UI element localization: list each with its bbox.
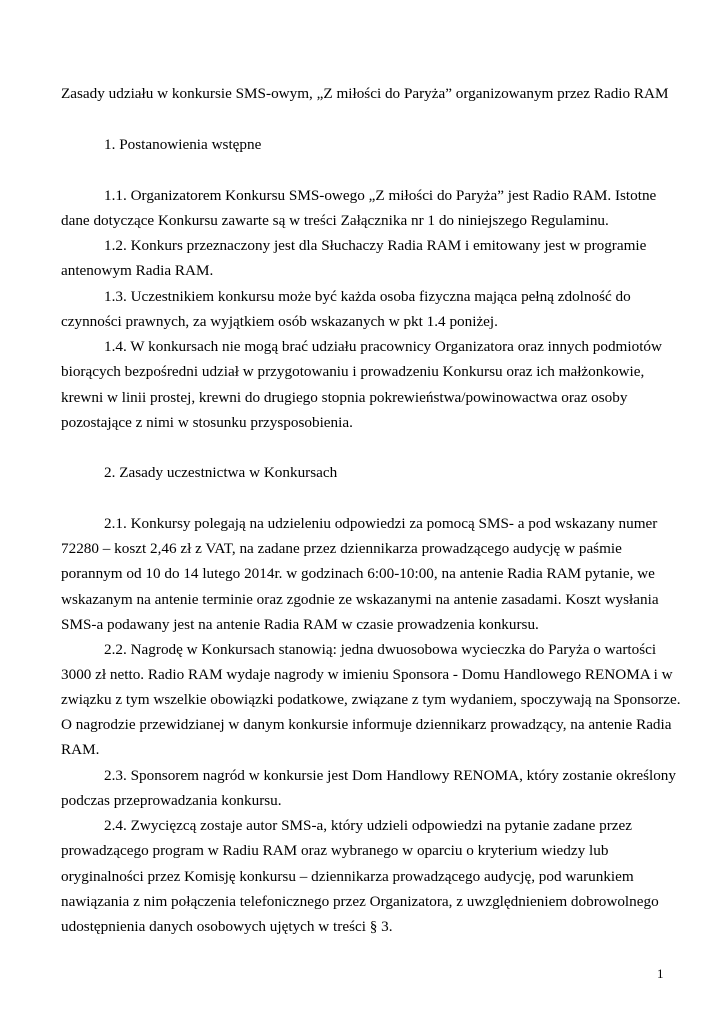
- paragraph-2-2-line: 3000 zł netto. Radio RAM wydaje nagrody w imieniu Sponsora - Domu Handlowego RENOMA i w: [61, 666, 673, 683]
- paragraph-2-4-line: nawiązania z nim połączenia telefonicznego przez Organizatora, z uwzględnieniem dobrowolnego: [61, 893, 659, 910]
- paragraph-1-2-line: antenowym Radia RAM.: [61, 262, 214, 279]
- paragraph-2-1-line: 2.1. Konkursy polegają na udzieleniu odpowiedzi za pomocą SMS- a pod wskazany numer: [104, 515, 658, 532]
- paragraph-1-4-line: pozostające z nimi w stosunku przysposobienia.: [61, 414, 353, 431]
- paragraph-2-1-line: wskazanym na antenie terminie oraz zgodnie ze wskazanymi na antenie zasadami. Koszt wysłania: [61, 591, 659, 608]
- paragraph-2-4-line: udostępnienia danych osobowych ujętych w treści § 3.: [61, 918, 393, 935]
- paragraph-2-1-line: 72280 – koszt 2,46 zł z VAT, na zadane przez dziennikarza prowadzącego audycję w paśmie: [61, 540, 622, 557]
- paragraph-2-3-line: 2.3. Sponsorem nagród w konkursie jest Dom Handlowy RENOMA, który zostanie określony: [104, 767, 676, 784]
- paragraph-1-2-line: 1.2. Konkurs przeznaczony jest dla Słuchaczy Radia RAM i emitowany jest w programie: [104, 237, 647, 254]
- page-number: 1: [657, 966, 664, 981]
- paragraph-2-4-line: oryginalności przez Komisję konkursu – dziennikarza prowadzącego audycję, pod warunkiem: [61, 868, 634, 885]
- paragraph-2-1-line: SMS-a podawany jest na antenie Radia RAM w czasie prowadzenia konkursu.: [61, 616, 539, 633]
- paragraph-1-1-line: 1.1. Organizatorem Konkursu SMS-owego „Z miłości do Paryża” jest Radio RAM. Istotne: [104, 187, 657, 204]
- paragraph-1-1-line: dane dotyczące Konkursu zawarte są w treści Załącznika nr 1 do niniejszego Regulaminu.: [61, 212, 609, 229]
- section-2-heading: 2. Zasady uczestnictwa w Konkursach: [104, 464, 338, 481]
- paragraph-2-3-line: podczas przeprowadzania konkursu.: [61, 792, 282, 809]
- paragraph-1-3-line: 1.3. Uczestnikiem konkursu może być każda osoba fizyczna mająca pełną zdolność do: [104, 288, 631, 305]
- paragraph-2-2-line: O nagrodzie przewidzianej w danym konkursie informuje dziennikarz prowadzący, na antenie Radia: [61, 716, 672, 733]
- section-1-heading: 1. Postanowienia wstępne: [104, 136, 262, 153]
- paragraph-2-2-line: związku z tym wszelkie obowiązki podatkowe, związane z tym wydaniem, spoczywają na Sponsorze.: [61, 691, 681, 708]
- paragraph-2-2-line: RAM.: [61, 741, 100, 758]
- paragraph-2-2-line: 2.2. Nagrodę w Konkursach stanowią: jedna dwuosobowa wycieczka do Paryża o wartości: [104, 641, 657, 658]
- document-title: Zasady udziału w konkursie SMS-owym, „Z miłości do Paryża” organizowanym przez Radio RAM: [61, 85, 669, 102]
- paragraph-1-4-line: 1.4. W konkursach nie mogą brać udziału pracownicy Organizatora oraz innych podmiotów: [104, 338, 662, 355]
- paragraph-2-4-line: prowadzącego program w Radiu RAM oraz wybranego w oparciu o kryterium wiedzy lub: [61, 842, 609, 859]
- paragraph-2-1-line: porannym od 10 do 14 lutego 2014r. w godzinach 6:00-10:00, na antenie Radia RAM pytanie, we: [61, 565, 655, 582]
- paragraph-2-4-line: 2.4. Zwycięzcą zostaje autor SMS-a, który udzieli odpowiedzi na pytanie zadane przez: [104, 817, 632, 834]
- paragraph-1-4-line: biorących bezpośredni udział w przygotowaniu i prowadzeniu Konkursu oraz ich małżonkowie,: [61, 363, 645, 380]
- paragraph-1-4-line: krewni w linii prostej, krewni do drugiego stopnia pokrewieństwa/powinowactwa oraz osoby: [61, 389, 628, 406]
- paragraph-1-3-line: czynności prawnych, za wyjątkiem osób wskazanych w pkt 1.4 poniżej.: [61, 313, 498, 330]
